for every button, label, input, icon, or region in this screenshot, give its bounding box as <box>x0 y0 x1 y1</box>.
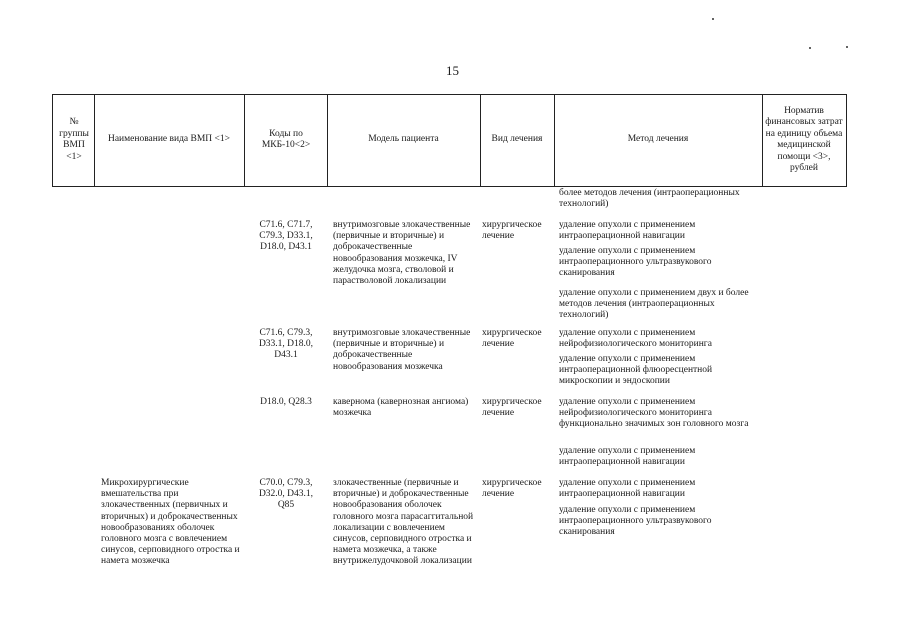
row2-method-2: удаление опухоли с применением интраоперационной флюоресцентной микроскопии и эндоскопии <box>559 354 713 387</box>
column-divider <box>94 94 95 186</box>
row2-treatment-type: хирургическое лечение <box>482 328 542 350</box>
row1-treatment-type: хирургическое лечение <box>482 220 542 242</box>
row4-patient-model: злокачественные (первичные и вторичные) и доброкачественные новообразования оболочек головного мозга парасаггитальной локализации с вовлечением синусов, серповидного отростка и намета мозжечка, а также внутрижелудочковой локализации <box>333 478 474 567</box>
scan-speck <box>846 46 848 48</box>
row4-method-1: удаление опухоли с применением интраоперационной навигации <box>559 478 696 500</box>
column-divider <box>846 94 847 186</box>
column-divider <box>762 94 763 186</box>
header-name <box>96 94 242 186</box>
header-model <box>329 94 478 186</box>
column-divider <box>244 94 245 186</box>
row2-patient-model: внутримозговые злокачественные (первичные и вторичные) и доброкачественные новообразования мозжечка <box>333 328 471 372</box>
row4-procedure-name: Микрохирургические вмешательства при злокачественных (первичных и вторичных) и доброкачественных новообразованиях оболочек головного мозга с вовлечением синусов, серповидного отростка и намета мозжечка <box>101 478 240 567</box>
row3-treatment-type: хирургическое лечение <box>482 397 542 419</box>
header-treatment-type <box>482 94 552 186</box>
header-group-number <box>56 94 92 186</box>
header-codes <box>250 94 322 186</box>
row1-method-3: удаление опухоли с применением двух и более методов лечения (интраоперационных технологий) <box>559 288 749 321</box>
header-norm-text: Норматив финансовых затрат на единицу объема медицинской помощи <3>, рублей <box>765 105 843 173</box>
row1-method-1: удаление опухоли с применением интраоперационной навигации <box>559 220 696 242</box>
header-method-text: Метод лечения <box>627 134 689 145</box>
row3-method-2: удаление опухоли с применением интраоперационной навигации <box>559 446 696 468</box>
column-divider <box>554 94 555 186</box>
row3-method-1: удаление опухоли с применением нейрофизиологического мониторинга функционально значимых зон головного мозга <box>559 397 749 430</box>
header-model-text: Модель пациента <box>368 134 439 145</box>
row3-codes: D18.0, Q28.3 <box>260 397 312 407</box>
header-bottom-rule <box>52 186 847 187</box>
row1-patient-model: внутримозговые злокачественные (первичные и вторичные) и доброкачественные новообразования мозжечка, IV желудочка мозга, стволовой и парастволовой локализации <box>333 220 471 287</box>
header-name-text: Наименование вида ВМП <1> <box>107 134 231 145</box>
header-norm <box>764 94 844 186</box>
row4-treatment-type: хирургическое лечение <box>482 478 542 500</box>
scan-speck <box>712 18 714 20</box>
row1-codes: C71.6, C71.7, C79.3, D33.1, D18.0, D43.1 <box>259 220 313 253</box>
header-codes-text: Коды по МКБ-10<2> <box>261 128 311 150</box>
scan-speck <box>809 47 811 49</box>
row2-method-1: удаление опухоли с применением нейрофизиологического мониторинга <box>559 328 712 350</box>
header-method <box>556 94 760 186</box>
page-number: 15 <box>446 63 459 78</box>
column-divider <box>480 94 481 186</box>
row4-codes: C70.0, C79.3, D32.0, D43.1, Q85 <box>258 478 314 511</box>
row4-method-2: удаление опухоли с применением интраоперационного ультразвукового сканирования <box>559 505 712 538</box>
method-continuation: более методов лечения (интраоперационных технологий) <box>559 188 740 210</box>
header-treatment-type-text: Вид лечения <box>491 134 543 145</box>
column-divider <box>52 94 53 186</box>
column-divider <box>327 94 328 186</box>
row3-patient-model: кавернома (кавернозная ангиома) мозжечка <box>333 397 469 419</box>
row1-method-2: удаление опухоли с применением интраоперационного ультразвукового сканирования <box>559 246 712 279</box>
row2-codes: C71.6, C79.3, D33.1, D18.0, D43.1 <box>258 328 314 361</box>
header-group-number-text: № группы ВМП <1> <box>59 117 89 162</box>
